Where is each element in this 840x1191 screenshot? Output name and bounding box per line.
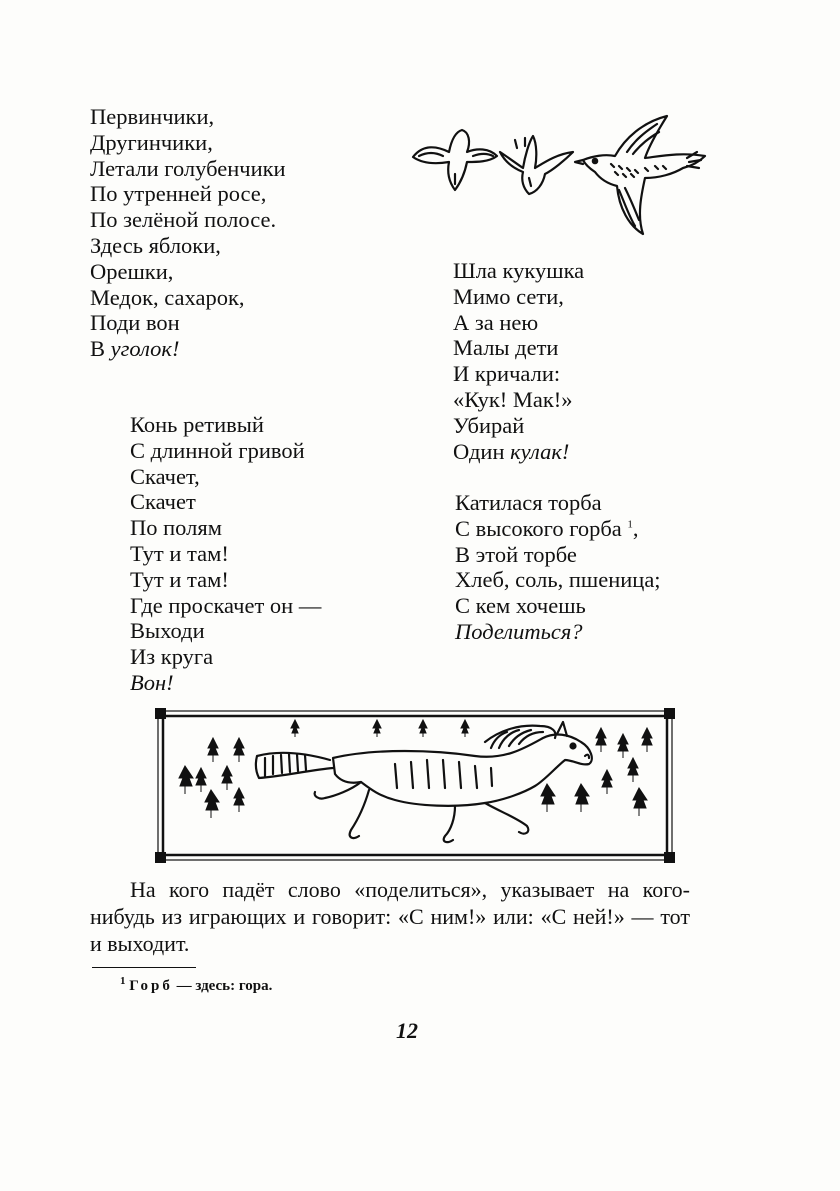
poem-last-line: Вон! xyxy=(130,669,174,695)
horse-figure xyxy=(256,722,592,842)
poem-line: Из круга xyxy=(130,644,214,670)
horse-illustration xyxy=(155,708,675,863)
poem-last-italic: уголок! xyxy=(110,336,180,362)
poem-line: Первинчики, xyxy=(90,104,215,129)
poem-line: Где проскачет он — xyxy=(130,592,322,618)
poem-line: Поди вон xyxy=(90,310,180,336)
footnote-mark: 1 xyxy=(627,518,633,531)
poem-line: Катилася торба xyxy=(455,490,602,515)
poem-torba xyxy=(455,490,661,645)
tree-icon xyxy=(419,720,427,737)
poem-line: Тут и там! xyxy=(130,566,229,592)
poem-line: Убирай xyxy=(453,412,525,438)
tree-icon xyxy=(234,738,244,762)
dove-icon xyxy=(413,130,497,190)
dove-icon xyxy=(500,136,573,194)
poem-line: Мимо сети, xyxy=(453,283,564,309)
poem-line-text: С высокого горба xyxy=(455,515,622,541)
poem-line: Здесь яблоки, xyxy=(90,232,221,258)
poem-line: Тут и там! xyxy=(130,540,229,566)
tree-icon xyxy=(196,768,206,792)
tree-icon xyxy=(234,788,244,812)
tree-icon xyxy=(461,720,469,737)
tree-icon xyxy=(373,720,381,737)
tree-icon xyxy=(575,784,589,812)
tree-icon xyxy=(541,784,555,812)
tree-icon xyxy=(291,720,299,737)
poem-line: Скачет, xyxy=(130,463,200,489)
poem-line: По зелёной полосе. xyxy=(90,207,277,233)
poem-line: И кричали: xyxy=(453,361,561,387)
instruction-paragraph: На кого падёт слово «поделиться», указывает на кого-нибудь из играющих и говорит: «С ним!» или: «С ней!» — тот и выходит. xyxy=(90,877,690,956)
page-number: 12 xyxy=(396,1018,418,1043)
tree-icon xyxy=(642,728,652,752)
poem-line: Другинчики, xyxy=(90,129,213,155)
poem-kukushka xyxy=(453,258,584,464)
poem-line: По полям xyxy=(130,515,222,541)
tree-icon xyxy=(596,728,606,752)
poem-line: Выходи xyxy=(130,618,205,644)
tree-icon xyxy=(618,734,628,758)
footnote-term: Горб xyxy=(129,978,173,994)
poem-line: Медок, сахарок, xyxy=(90,284,245,310)
poem-line: В этой торбе xyxy=(455,541,577,567)
poem-line-with-footnote xyxy=(455,516,661,542)
tree-icon xyxy=(602,770,612,794)
poem-line: Малы дети xyxy=(453,335,559,361)
poem-line: Шла кукушка xyxy=(453,258,585,283)
tree-icon xyxy=(205,790,219,818)
tree-icon xyxy=(628,758,638,782)
poem-line-suffix: , xyxy=(632,515,639,541)
tree-icon xyxy=(633,788,647,816)
duck-icon xyxy=(575,116,705,234)
footnote-text: — здесь: гора. xyxy=(172,978,273,994)
poem-kon-retivy xyxy=(130,412,321,696)
poem-line: Хлеб, соль, пшеница; xyxy=(455,567,661,593)
footnote xyxy=(120,975,273,995)
tree-icon xyxy=(179,766,193,794)
poem-line: По утренней росе, xyxy=(90,181,267,207)
poem-last-prefix: Один xyxy=(453,438,511,464)
poem-line: Конь ретивый xyxy=(130,412,264,437)
poem-pervinchiki xyxy=(90,104,286,362)
poem-line: С длинной гривой xyxy=(130,437,305,463)
footnote-divider xyxy=(92,967,196,968)
poem-last-line: Поделиться? xyxy=(455,618,583,644)
birds-illustration xyxy=(405,112,715,242)
footnote-mark: 1 xyxy=(120,975,126,987)
poem-last-line xyxy=(90,336,286,362)
tree-icon xyxy=(222,766,232,790)
poem-line: Орешки, xyxy=(90,258,174,284)
poem-last-line xyxy=(453,439,584,465)
poem-line: А за нею xyxy=(453,309,539,335)
poem-line: Летали голубенчики xyxy=(90,155,286,181)
poem-line: С кем хочешь xyxy=(455,593,586,619)
poem-last-prefix: В xyxy=(90,336,111,362)
poem-line: «Кук! Мак!» xyxy=(453,386,573,412)
poem-line: Скачет xyxy=(130,489,196,515)
poem-last-italic: кулак! xyxy=(510,438,570,464)
tree-icon xyxy=(208,738,218,762)
